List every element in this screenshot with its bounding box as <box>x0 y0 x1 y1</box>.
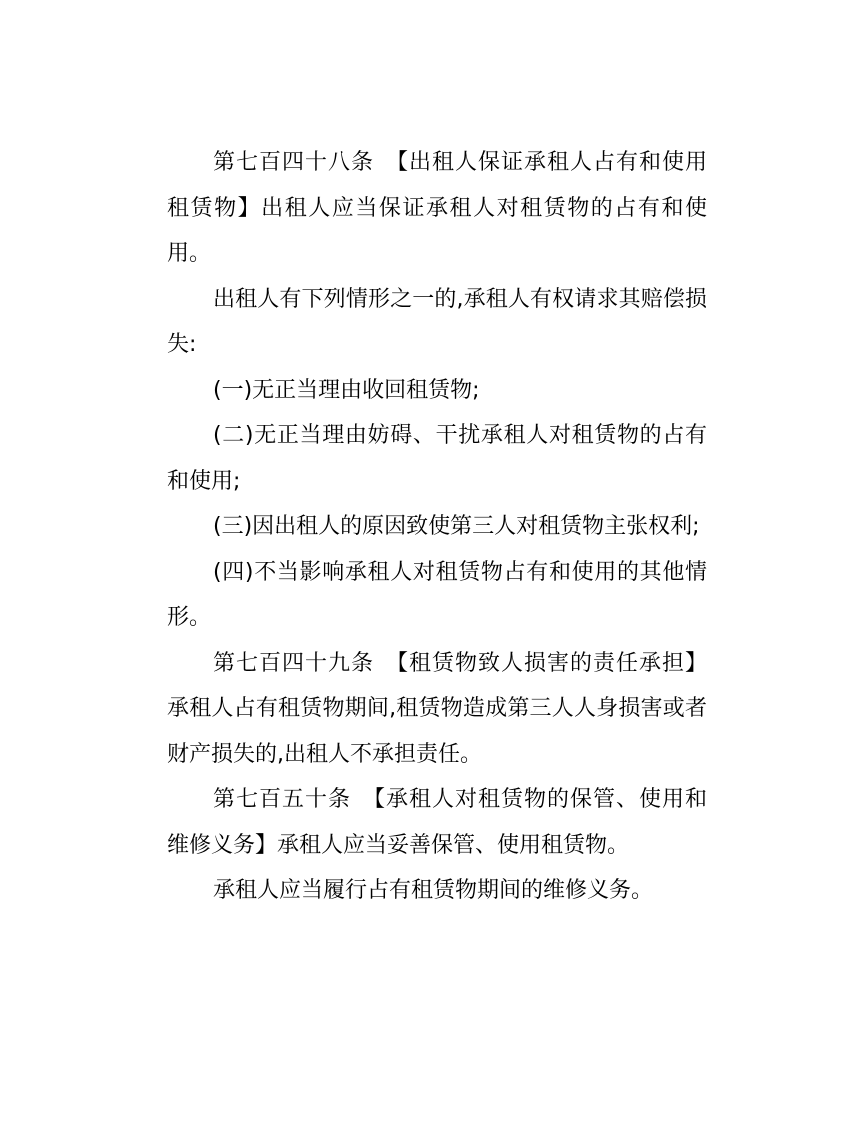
list-item-4: (四)不当影响承租人对租赁物占有和使用的其他情形。 <box>167 559 707 630</box>
list-item-3: (三)因出租人的原因致使第三人对租赁物主张权利; <box>213 514 700 539</box>
article-749-paragraph: 第七百四十九条 【租赁物致人损害的责任承担】承租人占有租赁物期间,租赁物造成第三人人身损害或者财产损失的,出租人不承担责任。 <box>167 650 707 767</box>
list-item-2: (二)无正当理由妨碍、干扰承租人对租赁物的占有和使用; <box>167 423 707 494</box>
article-748-paragraph: 第七百四十八条 【出租人保证承租人占有和使用租赁物】出租人应当保证承租人对租赁物的占有和使用。 <box>167 150 707 266</box>
article-750-paragraph: 第七百五十条 【承租人对租赁物的保管、使用和维修义务】承租人应当妥善保管、使用租赁物。 <box>167 787 707 858</box>
compensation-intro-paragraph: 出租人有下列情形之一的,承租人有权请求其赔偿损失: <box>167 286 707 357</box>
maintenance-duty-paragraph: 承租人应当履行占有租赁物期间的维修义务。 <box>213 878 654 903</box>
document-body <box>167 140 707 914</box>
list-item-1: (一)无正当理由收回租赁物; <box>213 377 480 403</box>
